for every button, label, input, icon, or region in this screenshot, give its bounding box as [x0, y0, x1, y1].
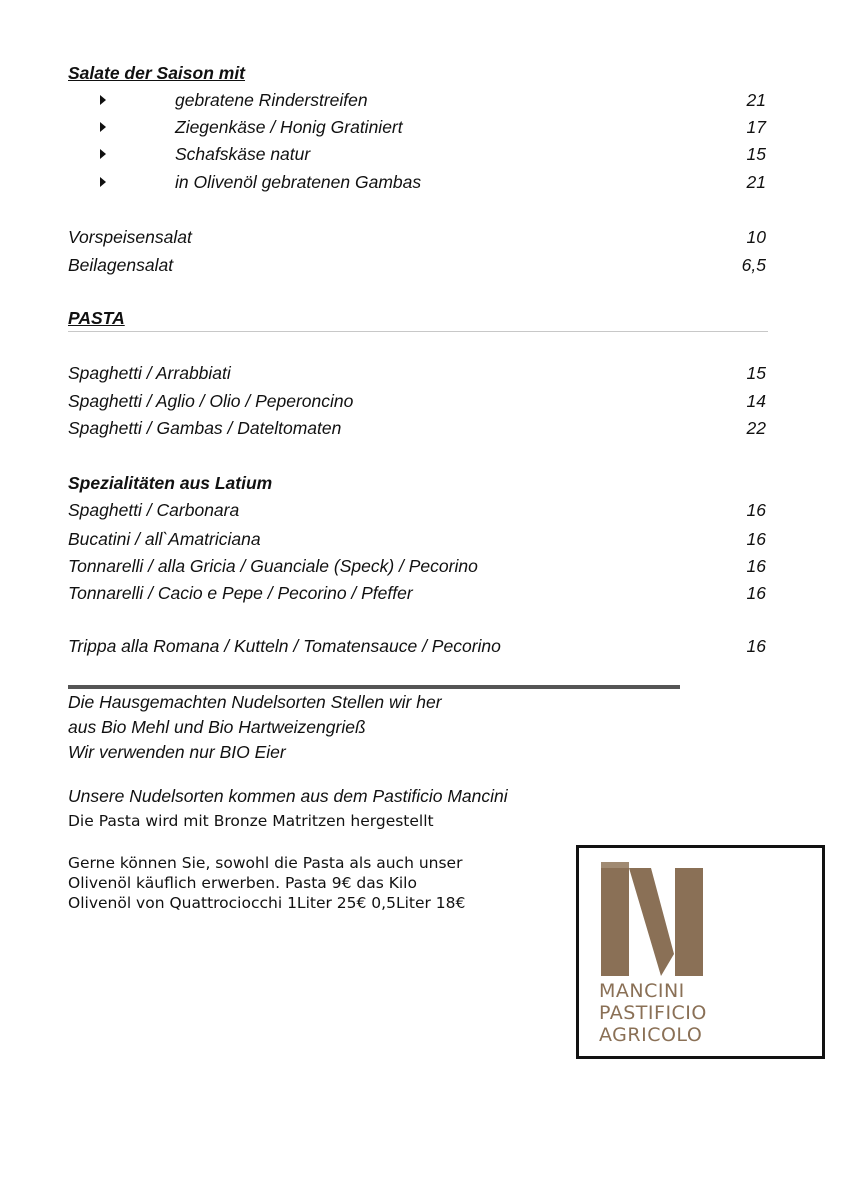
menu-item — [68, 634, 766, 658]
item-price: 10 — [746, 227, 766, 247]
item-price: 16 — [746, 583, 766, 603]
item-price: 16 — [746, 500, 766, 520]
item-price: 21 — [746, 172, 766, 192]
divider — [68, 685, 680, 689]
item-price: 21 — [746, 90, 766, 110]
bronze-note: Die Pasta wird mit Bronze Matritzen hergestellt — [68, 812, 434, 830]
bullet-icon — [100, 88, 108, 112]
menu-item — [68, 498, 766, 522]
homemade-note — [68, 690, 442, 765]
supplier-note: Unsere Nudelsorten kommen aus dem Pastificio Mancini — [68, 786, 508, 806]
item-price: 16 — [746, 636, 766, 656]
menu-item — [68, 389, 766, 413]
purchase-note — [68, 853, 465, 913]
menu-item — [68, 361, 766, 385]
item-label: Spaghetti / Arrabbiati — [68, 363, 231, 383]
logo-line: AGRICOLO — [599, 1024, 703, 1046]
menu-item — [68, 554, 766, 578]
item-price: 22 — [746, 418, 766, 438]
item-label: Spaghetti / Aglio / Olio / Peperoncino — [68, 391, 354, 411]
menu-item — [68, 253, 766, 277]
bullet-icon — [100, 142, 108, 166]
item-label: gebratene Rinderstreifen — [175, 90, 368, 110]
menu-item — [175, 88, 766, 112]
item-label: Tonnarelli / alla Gricia / Guanciale (Speck) / Pecorino — [68, 556, 478, 576]
note-line: Die Hausgemachten Nudelsorten Stellen wir her — [68, 692, 442, 712]
note-line: Wir verwenden nur BIO Eier — [68, 742, 286, 762]
item-price: 16 — [746, 556, 766, 576]
bullet-icon — [100, 115, 108, 139]
item-label: Spaghetti / Gambas / Dateltomaten — [68, 418, 342, 438]
pasta-heading: PASTA — [68, 308, 125, 328]
mancini-logo — [576, 845, 825, 1059]
item-label: Schafskäse natur — [175, 144, 311, 164]
bullet-icon — [100, 170, 108, 194]
note-line: aus Bio Mehl und Bio Hartweizengrieß — [68, 717, 366, 737]
menu-item — [175, 170, 766, 194]
menu-item — [68, 225, 766, 249]
note-line: Gerne können Sie, sowohl die Pasta als auch unser — [68, 854, 463, 872]
logo-line: MANCINI — [599, 980, 685, 1002]
menu-item — [68, 581, 766, 605]
menu-item — [175, 115, 766, 139]
item-price: 15 — [746, 363, 766, 383]
salads-heading: Salate der Saison mit — [68, 63, 246, 83]
item-price: 17 — [746, 117, 766, 137]
menu-item — [68, 527, 766, 551]
item-label: Bucatini / all`Amatriciana — [68, 529, 261, 549]
item-label: Trippa alla Romana / Kutteln / Tomatensauce / Pecorino — [68, 636, 501, 656]
note-line: Olivenöl käuflich erwerben. Pasta 9€ das Kilo — [68, 874, 417, 892]
specialties-heading: Spezialitäten aus Latium — [68, 473, 273, 493]
item-label: Ziegenkäse / Honig Gratiniert — [175, 117, 403, 137]
note-line: Olivenöl von Quattrociocchi 1Liter 25€ 0,5Liter 18€ — [68, 894, 466, 912]
item-price: 6,5 — [741, 255, 766, 275]
item-price: 14 — [746, 391, 766, 411]
logo-line: PASTIFICIO — [599, 1002, 707, 1024]
menu-item — [68, 416, 766, 440]
divider — [68, 331, 768, 332]
item-label: Beilagensalat — [68, 255, 174, 275]
mancini-m-logo-icon — [599, 858, 709, 978]
item-price: 16 — [746, 529, 766, 549]
item-label: Vorspeisensalat — [68, 227, 192, 247]
item-price: 15 — [746, 144, 766, 164]
item-label: in Olivenöl gebratenen Gambas — [175, 172, 422, 192]
menu-item — [175, 142, 766, 166]
item-label: Spaghetti / Carbonara — [68, 500, 240, 520]
item-label: Tonnarelli / Cacio e Pepe / Pecorino / Pfeffer — [68, 583, 413, 603]
